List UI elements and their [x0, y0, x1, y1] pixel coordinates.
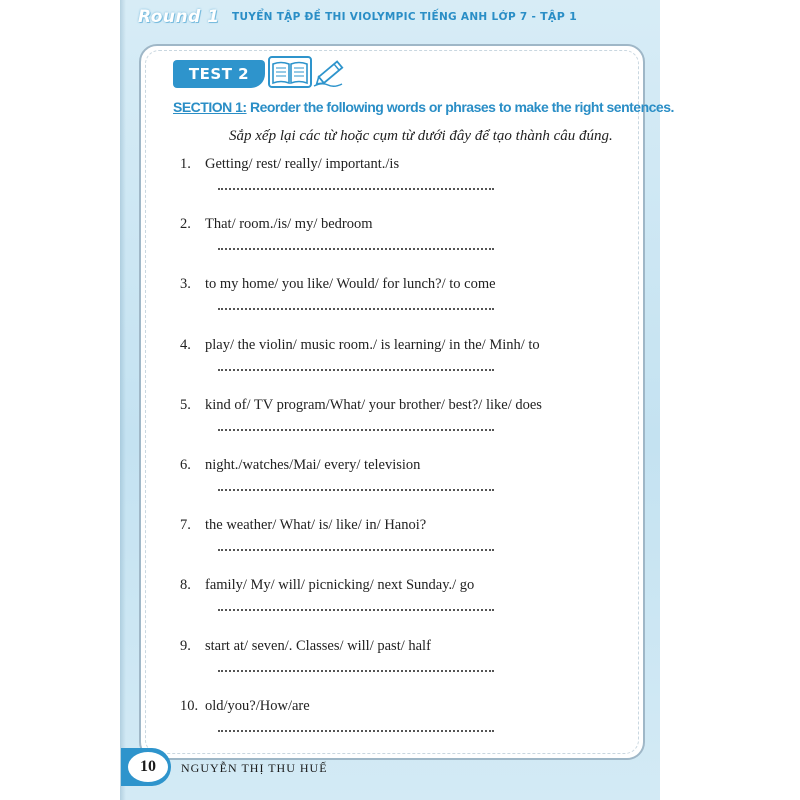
- section-heading: [173, 98, 674, 116]
- answer-line[interactable]: [218, 361, 494, 371]
- question-text: [180, 637, 431, 655]
- question-item: [180, 511, 620, 571]
- question-item: [180, 632, 620, 692]
- question-item: [180, 210, 620, 270]
- open-book-icon: [268, 56, 312, 88]
- answer-line[interactable]: [218, 180, 494, 190]
- question-text: [180, 155, 399, 173]
- question-text: [180, 396, 542, 414]
- question-item: [180, 270, 620, 330]
- question-number: 8.: [180, 577, 191, 594]
- pencil-icon: [312, 54, 352, 88]
- question-number: 4.: [180, 336, 191, 353]
- answer-line[interactable]: [218, 240, 494, 250]
- answer-line[interactable]: [218, 662, 494, 672]
- volume-label: TẬP 1: [540, 10, 578, 23]
- question-item: [180, 331, 620, 391]
- section-label: SECTION 1:: [173, 99, 247, 115]
- series-title: [232, 9, 577, 25]
- answer-line[interactable]: [218, 300, 494, 310]
- question-text: [180, 336, 540, 354]
- question-number: 2.: [180, 216, 191, 233]
- question-text: [180, 697, 310, 715]
- question-words: family/ My/ will/ picnicking/ next Sunday./ go: [205, 577, 475, 594]
- test-badge: TEST 2: [173, 60, 265, 88]
- question-words: the weather/ What/ is/ like/ in/ Hanoi?: [205, 517, 427, 534]
- question-number: 5.: [180, 396, 191, 413]
- question-number: 3.: [180, 276, 191, 293]
- answer-line[interactable]: [218, 421, 494, 431]
- section-instruction-vietnamese: Sắp xếp lại các từ hoặc cụm từ dưới đây để tạo thành câu đúng.: [229, 128, 613, 144]
- question-words: start at/ seven/. Classes/ will/ past/ half: [205, 637, 431, 654]
- series-title-text: TUYỂN TẬP ĐỀ THI VIOLYMPIC TIẾNG ANH LỚP 7 -: [232, 11, 541, 23]
- question-number: 1.: [180, 156, 191, 172]
- author-name: NGUYỄN THỊ THU HUẾ: [181, 761, 328, 775]
- spine-shadow: [120, 0, 126, 800]
- question-item: [180, 391, 620, 451]
- question-number: 10.: [180, 697, 199, 714]
- question-text: [180, 576, 474, 594]
- question-text: [180, 215, 373, 233]
- question-item: [180, 571, 620, 631]
- question-number: 6.: [180, 457, 191, 473]
- section-instruction: Reorder the following words or phrases to make the right sentences.: [246, 99, 674, 115]
- question-words: That/ room./is/ my/ bedroom: [205, 216, 373, 233]
- question-words: Getting/ rest/ really/ important./is: [205, 156, 400, 172]
- question-number: 9.: [180, 637, 191, 654]
- question-item: [180, 150, 620, 210]
- page-number: 10: [128, 752, 168, 782]
- question-text: [180, 456, 420, 474]
- question-words: play/ the violin/ music room./ is learning/ in the/ Minh/ to: [205, 336, 540, 353]
- answer-line[interactable]: [218, 541, 494, 551]
- question-text: [180, 275, 496, 293]
- question-item: [180, 692, 620, 752]
- question-words: to my home/ you like/ Would/ for lunch?/ to come: [205, 276, 496, 293]
- question-number: 7.: [180, 517, 191, 534]
- answer-line[interactable]: [218, 722, 494, 732]
- question-words: night./watches/Mai/ every/ television: [205, 457, 421, 473]
- answer-line[interactable]: [218, 601, 494, 611]
- round-label: Round 1: [138, 7, 220, 27]
- question-text: [180, 516, 426, 534]
- answer-line[interactable]: [218, 481, 494, 491]
- book-header: [120, 4, 660, 30]
- question-item: [180, 451, 620, 511]
- question-words: kind of/ TV program/What/ your brother/ best?/ like/ does: [205, 396, 542, 413]
- question-words: old/you?/How/are: [205, 697, 310, 714]
